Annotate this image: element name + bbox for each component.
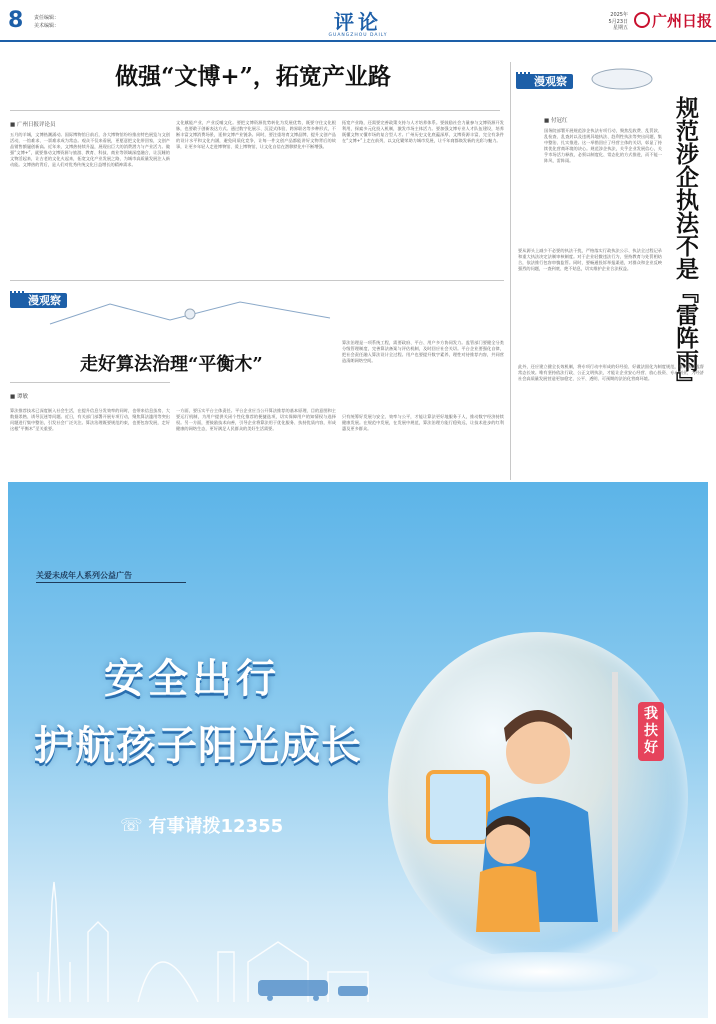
- article3-byline: ■ 付冠红: [544, 118, 568, 124]
- article2-tag: 漫观察: [10, 289, 67, 305]
- stripes-icon: [10, 291, 24, 303]
- article3-title: 规范涉企执法不是『雷阵雨』: [672, 96, 699, 395]
- article3-cartoon: [582, 64, 662, 94]
- section-name-en: GUANGZHOU DAILY: [328, 33, 388, 38]
- stripes-icon: [516, 72, 530, 84]
- ad-headline-2: 护航孩子阳光成长: [34, 723, 362, 769]
- phone-icon: ☏: [120, 814, 143, 836]
- header-rule: [0, 40, 716, 42]
- hold-tight-badge: 我扶好: [638, 702, 664, 761]
- ad-label: 关爱未成年人系列公益广告: [36, 571, 132, 580]
- hotline-text: 有事请拨12355: [148, 816, 284, 837]
- article2-col1: 算法推荐技术已深度嵌入社会生活，在提升信息分发效率的同时，也带来信息茧房、大数据杀熟、诱导沉迷等问题。近日，有关部门部署开展专项行动，聚焦算法滥用等突出问题进行集中整治，引发社会广泛关注。算法治理既要规范约束，也要包容发展，走好这根“平衡木”至关重要。: [10, 408, 170, 432]
- masthead-logo-icon: [634, 12, 650, 28]
- article2-byline: ■ 谭敏: [10, 394, 28, 400]
- article2-col4: 只有统筹好发展与安全、效率与公平，才能让算法更好地服务于人，推动数字经济持续健康发展。在规范中发展，在发展中规范，算法治理方能行稳致远，让技术进步的红利惠及更多群众。: [342, 414, 504, 432]
- hotline: [120, 812, 283, 838]
- article2-col2: 一方面，要压实平台主体责任。平台企业应当公开算法推荐的基本原理、目的意图和主要运行机制，为用户提供关闭个性化推荐的便捷选项，切实保障用户的知情权与选择权。另一方面，要鼓励技术向善，引导企业将算法用于优化服务、扶持优质内容，形成健康的网络生态，更好满足人民群众的美好生活需要。: [176, 408, 336, 432]
- bubble-illustration: [388, 632, 688, 962]
- article1-byline: ■ 广州日报评论员: [10, 122, 56, 128]
- masthead: 广州日报: [652, 12, 713, 30]
- section-title: [300, 6, 416, 36]
- public-service-ad: [8, 482, 708, 1018]
- art-editor-line: 美术编辑：: [34, 23, 60, 29]
- editor-line: 责任编辑：: [34, 15, 60, 21]
- article1-col3: 拓宽产业路，还需要完善政策支持与人才培养体系。要鼓励社会力量参与文博资源开发利用，探索多元化投入机制，激发市场主体活力。要加强文博专业人才队伍建设，培养既懂文物又懂市场的复合型人才。广州历史文化底蕴深厚，文博资源丰富，完全有条件在“文博+”上走在前列，以文化繁荣助力城市发展，让千年商都焕发新的光彩与魅力。: [342, 120, 504, 144]
- ad-headline-1: 安全出行: [104, 656, 280, 702]
- date-day: 5月23日: [608, 18, 628, 25]
- article3-col2: 要从源头上减少不必要的执法干扰，严格落实行政执法公示、执法全过程记录和重大执法决定法制审核制度。对于企业轻微违法行为，坚持教育与处罚相结合，依法推行包容审慎监管。同时，要畅通投诉举报渠道，对群众和企业反映强烈的问题，一查到底、绝不姑息，切实维护企业合法权益。: [518, 248, 662, 272]
- right-column-rule: [510, 62, 511, 480]
- page-header: [0, 0, 716, 42]
- article1-col1: 五月的羊城，文博热潮涌动。国际博物馆日前后，各大博物馆纷纷推出特色展览与文创活动，一馆难求、一票难求成为常态。观众不仅来看展，更愿意把文化带回家，文创产品销售额屡创新高。近年来，文博热持续升温，展现出巨大的消费潜力与产业活力。做强“文博+”，就要推动文博资源与旅游、教育、科技、商业等领域深度融合，让沉睡的文物活起来，让古老的文化火起来，拓宽文化产业发展之路，为城市高质量发展注入新动能。文博热的背后，是人们对优秀传统文化日益增长的精神需求。: [10, 132, 170, 168]
- bubble-base: [428, 952, 658, 992]
- ad-label-underline: [36, 582, 186, 583]
- article3-col1: 国务院部署开展规范涉企执法专项行动，聚焦乱收费、乱罚款、乱检查、乱查封以及违规异地执法、趋利性执法等突出问题，集中整治、扎实推进。这一举措回应了经营主体的关切，彰显了持续优化营商环境的决心。规范涉企执法，关乎企业发展信心，关乎市场活力释放，必须以制度化、常态化的方式推进，而不能一阵风、雷阵雨。: [544, 128, 662, 164]
- article2-col3: 算法治理是一项系统工程，需要政府、平台、用户多方协同发力。监管部门要健全分类分级管理制度，完善算法备案与评估机制，及时回应社会关切。平台企业要强化自律，把社会责任融入算法设计全过程。用户也要提升数字素养，理性对待推荐内容，共同营造清朗网络空间。: [342, 340, 504, 364]
- article3-col3: 此外，还应建立健全长效机制，将专项行动中形成的好经验、好做法固化为制度规范，推动执法监督常态长效。唯有坚持依法行政、公正文明执法，才能让企业安心经营、放心投资、专心创业，为经济社会高质量发展营造更加稳定、公平、透明、可预期的法治化营商环境。: [518, 364, 704, 382]
- article2-divider: [10, 382, 170, 383]
- article1-divider: [10, 110, 500, 111]
- section-name: 评论: [334, 10, 382, 34]
- cartoon-image: [40, 296, 340, 332]
- city-skyline-image: [8, 862, 428, 1002]
- article2-title: 走好算法治理“平衡木”: [80, 354, 263, 375]
- weekday: 星期五: [612, 25, 628, 31]
- article1-col2: 文化赋能产业，产业反哺文化。要把文博资源优势转化为发展优势，既要守住文化根脉，也要敢于创新表达方式。通过数字化展示、沉浸式体验、跨界联名等多种形式，不断丰富文博消费场景，延伸文博产业链条。同时，要注重培育文博品牌，提升文创产品的设计水平和文化内涵，避免同质化竞争，让每一件文创产品都能讲好文物背后的故事，让更多年轻人走进博物馆、爱上博物馆，让文化自信在潜移默化中不断增强。: [176, 120, 336, 150]
- article3-tag: 漫观察: [516, 70, 573, 86]
- article2-top-rule: [10, 280, 504, 281]
- page-number: 8: [8, 8, 24, 33]
- article1-title: 做强“文博+”，拓宽产业路: [115, 63, 391, 90]
- date-year: 2025年: [610, 12, 628, 18]
